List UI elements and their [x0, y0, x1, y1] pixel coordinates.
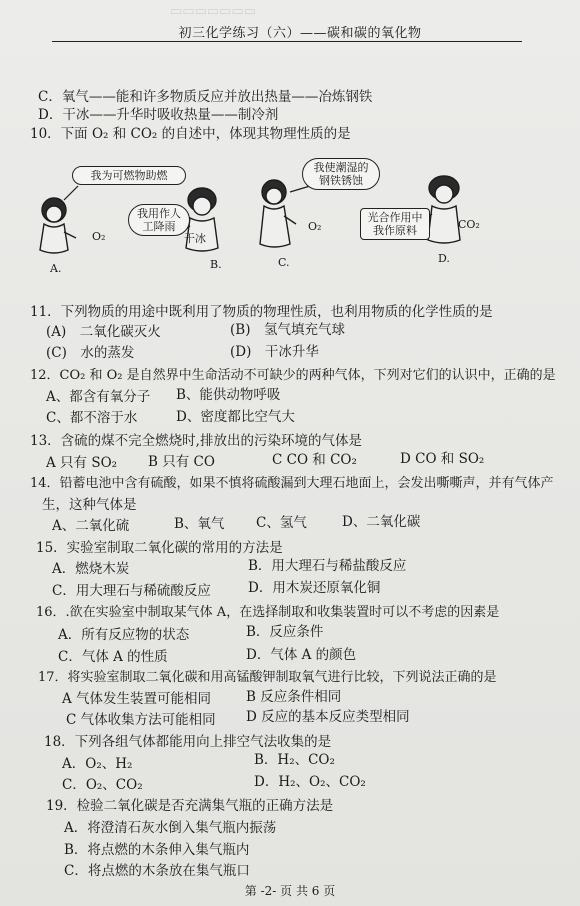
q18-option-a: A．O₂、H₂	[62, 756, 133, 772]
q10-illustration	[34, 152, 534, 282]
q10-label-d: D.	[438, 252, 450, 265]
q15-option-c: C．用大理石与稀硫酸反应	[52, 583, 211, 599]
figure-c-girl	[260, 180, 296, 247]
q12-option-d: D、密度都比空气大	[176, 409, 295, 425]
q9-option-c: C．氧气——能和许多物质反应并放出热量——冶炼钢铁	[38, 89, 373, 105]
q10-formula-a: O₂	[92, 230, 106, 243]
q14-option-c: C、氢气	[256, 515, 307, 531]
figure-a-girl	[40, 198, 76, 253]
q16-option-d: D．气体 A 的颜色	[246, 647, 357, 663]
q19-stem: 19．检验二氧化碳是否充满集气瓶的正确方法是	[46, 798, 334, 814]
q13-stem: 13．含硫的煤不完全燃烧时,排放出的污染环境的气体是	[30, 433, 362, 449]
q12-stem: 12．CO₂ 和 O₂ 是自然界中生命活动不可缺少的两种气体，下列对它们的认识中，正确的是	[30, 368, 556, 383]
q15-option-b: B．用大理石与稀盐酸反应	[248, 558, 407, 574]
q12-option-c: C、都不溶于水	[46, 410, 138, 426]
q14-option-a: A、二氧化硫	[52, 518, 130, 534]
q11-option-c: (C) 水的蒸发	[46, 345, 135, 361]
page-footer: 第 -2- 页 共 6 页	[244, 884, 336, 898]
q14-option-b: B、氧气	[174, 516, 225, 532]
q15-option-a: A．燃烧木炭	[52, 561, 130, 577]
q10-bubble-c: 我使潮湿的钢铁锈蚀	[302, 158, 380, 190]
q18-option-c: C．O₂、CO₂	[62, 777, 143, 793]
q19-option-c: C．将点燃的木条放在集气瓶口	[64, 863, 250, 879]
bleed-through: ▭▭▭▭▭▭▭	[170, 4, 256, 19]
q10-label-a: A.	[50, 262, 62, 275]
q9-option-d: D．干冰——升华时吸收热量——制冷剂	[38, 107, 279, 123]
q12-option-b: B、能供动物呼吸	[176, 387, 281, 403]
q10-formula-b: 干冰	[184, 232, 206, 245]
page-header: 初三化学练习（六）——碳和碳的氧化物	[178, 26, 422, 41]
q11-option-a: (A) 二氧化碳灭火	[46, 324, 161, 340]
q18-option-d: D．H₂、O₂、CO₂	[254, 774, 366, 790]
q13-option-d: D CO 和 SO₂	[400, 451, 485, 467]
q10-stem: 10．下面 O₂ 和 CO₂ 的自述中，体现其物理性质的是	[30, 126, 351, 142]
q17-stem: 17．将实验室制取二氧化碳和用高锰酸钾制取氧气进行比较，下列说法正确的是	[38, 670, 497, 685]
q12-option-a: A、都含有氧分子	[46, 389, 151, 405]
q13-option-a: A 只有 SO₂	[46, 455, 118, 471]
q10-formula-d: CO₂	[458, 218, 480, 231]
q10-bubble-d: 光合作用中我作原料	[360, 208, 430, 240]
q10-label-c: C.	[278, 256, 290, 269]
q14-stem-line1: 14．铅蓄电池中含有硫酸，如果不慎将硫酸漏到大理石地面上，会发出嘶嘶声，并有气体产	[30, 476, 554, 491]
q19-option-b: B．将点燃的木条伸入集气瓶内	[64, 842, 250, 858]
q10-bubble-a: 我为可燃物助燃	[72, 166, 186, 185]
q15-stem: 15．实验室制取二氧化碳的常用的方法是	[36, 540, 283, 556]
q17-option-a: A 气体发生装置可能相同	[62, 691, 212, 707]
header-rule	[52, 41, 522, 42]
q16-stem: 16．.欲在实验室中制取某气体 A，在选择制取和收集装置时可以不考虑的因素是	[36, 605, 500, 620]
q14-option-d: D、二氧化碳	[342, 514, 421, 530]
q19-option-a: A．将澄清石灰水倒入集气瓶内振荡	[64, 820, 277, 836]
q11-option-d: (D) 干冰升华	[230, 344, 319, 360]
q18-stem: 18．下列各组气体都能用向上排空气法收集的是	[44, 734, 332, 750]
q17-option-c: C 气体收集方法可能相同	[66, 712, 216, 728]
q16-option-c: C．气体 A 的性质	[58, 649, 168, 665]
q17-option-d: D 反应的基本反应类型相同	[246, 709, 410, 725]
q11-stem: 11．下列物质的用途中既利用了物质的物理性质，也利用物质的化学性质的是	[30, 304, 493, 320]
q17-option-b: B 反应条件相同	[246, 689, 342, 705]
q10-bubble-b: 我用作人工降雨	[128, 204, 190, 236]
q11-option-b: (B) 氢气填充气球	[230, 322, 345, 338]
q13-option-b: B 只有 CO	[148, 454, 215, 470]
q10-label-b: B.	[210, 258, 222, 271]
q15-option-d: D．用木炭还原氧化铜	[248, 580, 381, 596]
q14-stem-line2: 生，这种气体是	[42, 497, 137, 513]
q16-option-a: A．所有反应物的状态	[58, 627, 190, 643]
q13-option-c: C CO 和 CO₂	[272, 452, 357, 468]
q16-option-b: B．反应条件	[246, 624, 324, 640]
q18-option-b: B．H₂、CO₂	[254, 752, 335, 768]
q10-formula-c: O₂	[308, 220, 322, 233]
